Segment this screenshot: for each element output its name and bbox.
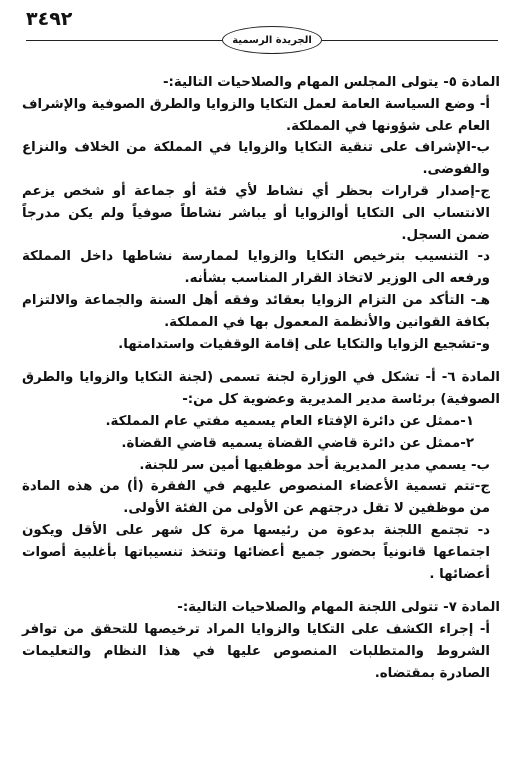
document-body [22,72,500,685]
article-5 [22,72,500,355]
article-6-item: د- تجتمع اللجنة بدعوة من رئيسها مرة كل شهر على الأقل ويكون اجتماعها قانونياً بحضور جميع أعضائها وتتخذ تنسيباتها بأغلبية أصوات أعضائها . [22,522,490,582]
gazette-badge: الجريدة الرسمية [222,26,322,54]
article-5-item: ج-إصدار قرارات بحظر أي نشاط لأي فئة أو جماعة أو شخص يزعم الانتساب الى التكايا أوالزوايا أو يباشر نشاطاً صوفياً ولم يكن مدرجاً ضمن السجل. [22,183,490,243]
article-7 [22,597,500,684]
article-7-item: أ- إجراء الكشف على التكايا والزوايا المراد ترخيصها للتحقق من توافر الشروط والمتطلبات المنصوص عليها في هذا النظام والتعليمات الصادرة بمقتضاه. [22,622,490,681]
article-5-item: أ- وضع السياسة العامة لعمل التكايا والزوايا والطرق الصوفية والإشراف العام على شؤونها في المملكة. [22,96,490,134]
page-number: ٣٤٩٢ [26,8,73,30]
article-6-subitem: ١-ممثل عن دائرة الإفتاء العام يسميه مفتي عام المملكة. [105,413,474,429]
article-6-item: ب- يسمي مدير المديرية أحد موظفيها أمين سر للجنة. [139,457,490,473]
article-6-subitem: ٢-ممثل عن دائرة قاضي القضاة يسميه قاضي القضاة. [121,435,474,451]
article-5-item: و-تشجيع الزوايا والتكايا على إقامة الوقفيات واستدامتها. [118,336,490,352]
article-5-item: ب-الإشراف على تنقية التكايا والزوايا في المملكة من الخلاف والنزاع والفوضى. [22,140,490,178]
article-6-item: ج-تتم تسمية الأعضاء المنصوص عليهم في الفقرة (أ) من هذه المادة من موظفين لا تقل درجتهم عن الأولى من الفئة الأولى. [22,479,490,517]
article-5-item: د- التنسيب بترخيص التكايا والزوايا لممارسة نشاطها داخل المملكة ورفعه الى الوزير لاتخاذ القرار المناسب بشأنه. [22,249,490,287]
article-6-heading: المادة ٦- أ- تشكل في الوزارة لجنة تسمى (لجنة التكايا والزوايا والطرق الصوفية) برئاسة مدير المديرية وعضوية كل من:- [22,370,500,408]
header-rule-right [322,40,498,41]
article-5-item: هـ- التأكد من التزام الزوايا بعقائد وفقه أهل السنة والجماعة والالتزام بكافة القوانين والأنظمة المعمول بها في المملكة. [22,292,490,330]
header-rule-left [26,40,222,41]
article-7-heading: المادة ٧- تتولى اللجنة المهام والصلاحيات التالية:- [177,600,500,616]
article-5-heading: المادة ٥- يتولى المجلس المهام والصلاحيات التالية:- [162,75,500,90]
article-6 [22,367,500,585]
